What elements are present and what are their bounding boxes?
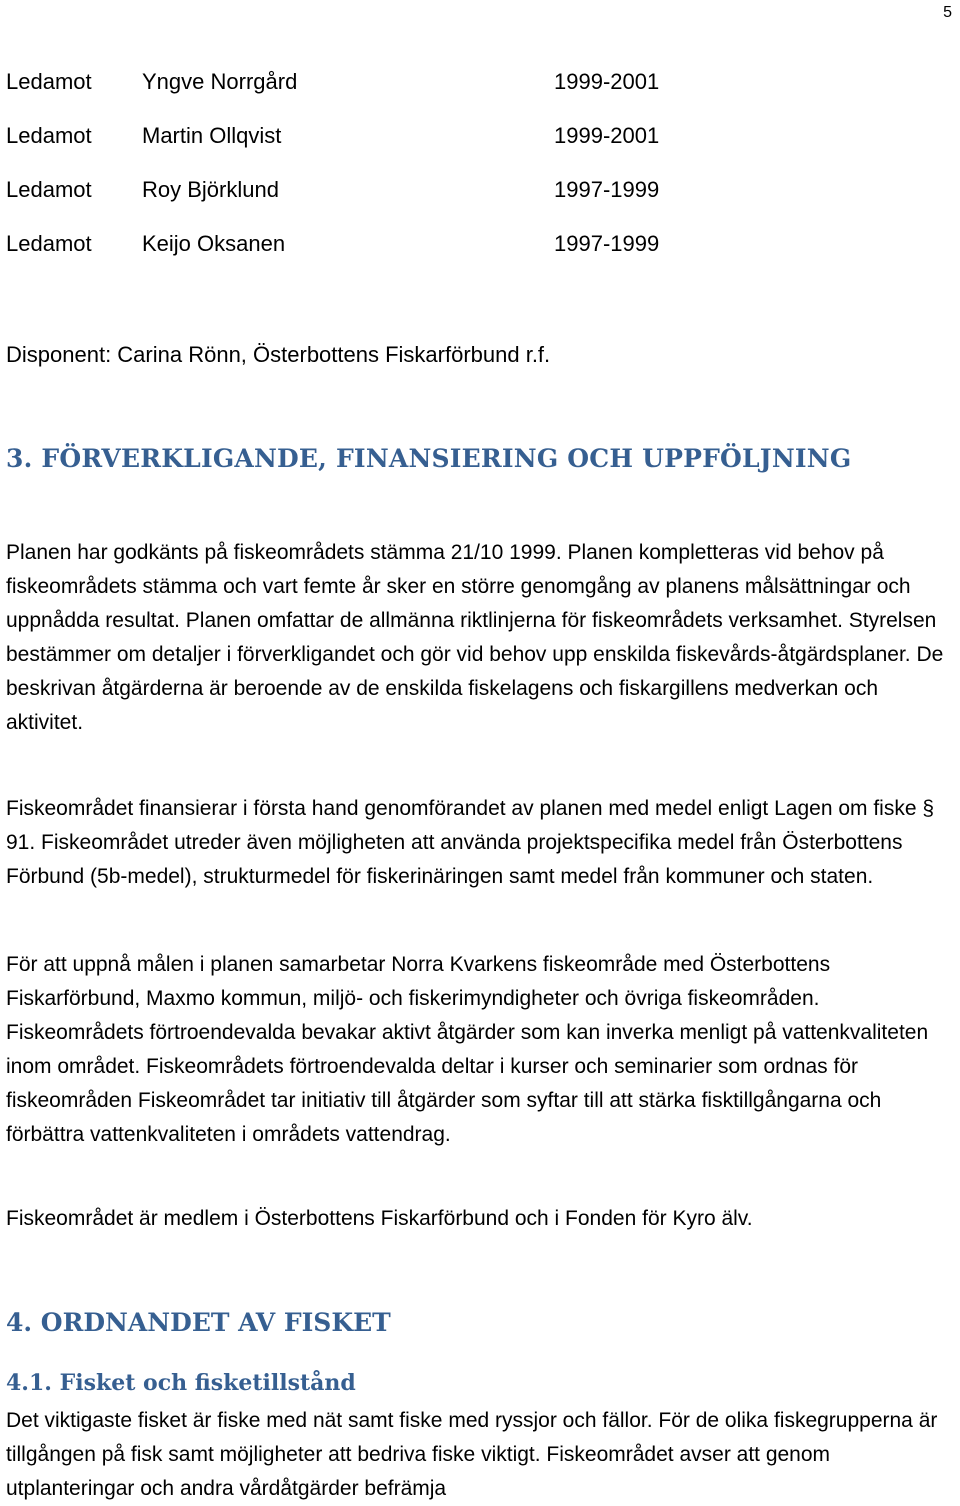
- section-3-heading: 3. FÖRVERKLIGANDE, FINANSIERING OCH UPPFÖLJNING: [6, 444, 852, 473]
- member-row: [6, 226, 706, 280]
- section-3-paragraph: Fiskeområdet finansierar i första hand genomförandet av planen med medel enligt Lagen om fiske § 91. Fiskeområdet utreder även möjligheten att använda projektspecifika medel från Österbottens Förbund (5b-medel), strukturmedel för fiskerinäringen samt medel från kommuner och staten.: [6, 797, 935, 888]
- board-members-list: [6, 64, 706, 280]
- member-name: Keijo Oksanen: [142, 231, 286, 256]
- member-period: 1997-1999: [554, 231, 660, 256]
- member-row: [6, 118, 706, 172]
- member-row: [6, 64, 706, 118]
- member-period: 1999-2001: [554, 69, 660, 94]
- section-3-paragraph: Planen har godkänts på fiskeområdets stämma 21/10 1999. Planen kompletteras vid behov på fiskeområdets stämma och vart femte år sker en större genomgång av planens målsättningar och uppnådda resultat. Planen omfattar de allmänna riktlinjerna för fiskeområdets verksamhet. Styrelsen bestämmer om detaljer i förverkligandet och gör vid behov upp enskilda fiskevårds-åtgärdsplaner. De beskrivan åtgärderna är beroende av de enskilda fiskelagens och fiskargillens medverkan och aktivitet.: [6, 541, 944, 734]
- section-3-paragraph: För att uppnå målen i planen samarbetar Norra Kvarkens fiskeområde med Österbottens Fiskarförbund, Maxmo kommun, miljö- och fiskerimyndigheter och övriga fiskeområden. Fiskeområdets förtroendevalda bevakar aktivt åtgärder som kan inverka menligt på vattenkvaliteten inom området. Fiskeområdets förtroendevalda deltar i kurser och seminarier som ordnas för fiskeområden Fiskeområdet tar initiativ till åtgärder som syftar till att stärka fisktillgångarna och förbättra vattenkvaliteten i områdets vattendrag.: [6, 953, 929, 1146]
- section-4-1-paragraph: Det viktigaste fisket är fiske med nät samt fiske med ryssjor och fällor. För de olika fiskegrupperna är tillgången på fisk samt möjligheter att bedriva fiske viktigt. Fiskeområdet avser att genom utplanteringar och andra vårdåtgärder befrämja: [6, 1409, 938, 1500]
- member-period: 1999-2001: [554, 123, 660, 148]
- member-row: [6, 172, 706, 226]
- section-4-heading: 4. ORDNANDET AV FISKET: [6, 1308, 391, 1337]
- section-4-1-heading: 4.1. Fisket och fisketillstånd: [6, 1370, 356, 1396]
- disponent-line: Disponent: Carina Rönn, Österbottens Fiskarförbund r.f.: [6, 342, 551, 367]
- member-role: Ledamot: [6, 231, 92, 256]
- member-period: 1997-1999: [554, 177, 660, 202]
- member-name: Yngve Norrgård: [142, 69, 298, 94]
- member-name: Martin Ollqvist: [142, 123, 282, 148]
- page-number: 5: [943, 4, 952, 21]
- member-role: Ledamot: [6, 177, 92, 202]
- member-role: Ledamot: [6, 123, 92, 148]
- section-3-paragraph: Fiskeområdet är medlem i Österbottens Fiskarförbund och i Fonden för Kyro älv.: [6, 1207, 753, 1230]
- member-role: Ledamot: [6, 69, 92, 94]
- member-name: Roy Björklund: [142, 177, 279, 202]
